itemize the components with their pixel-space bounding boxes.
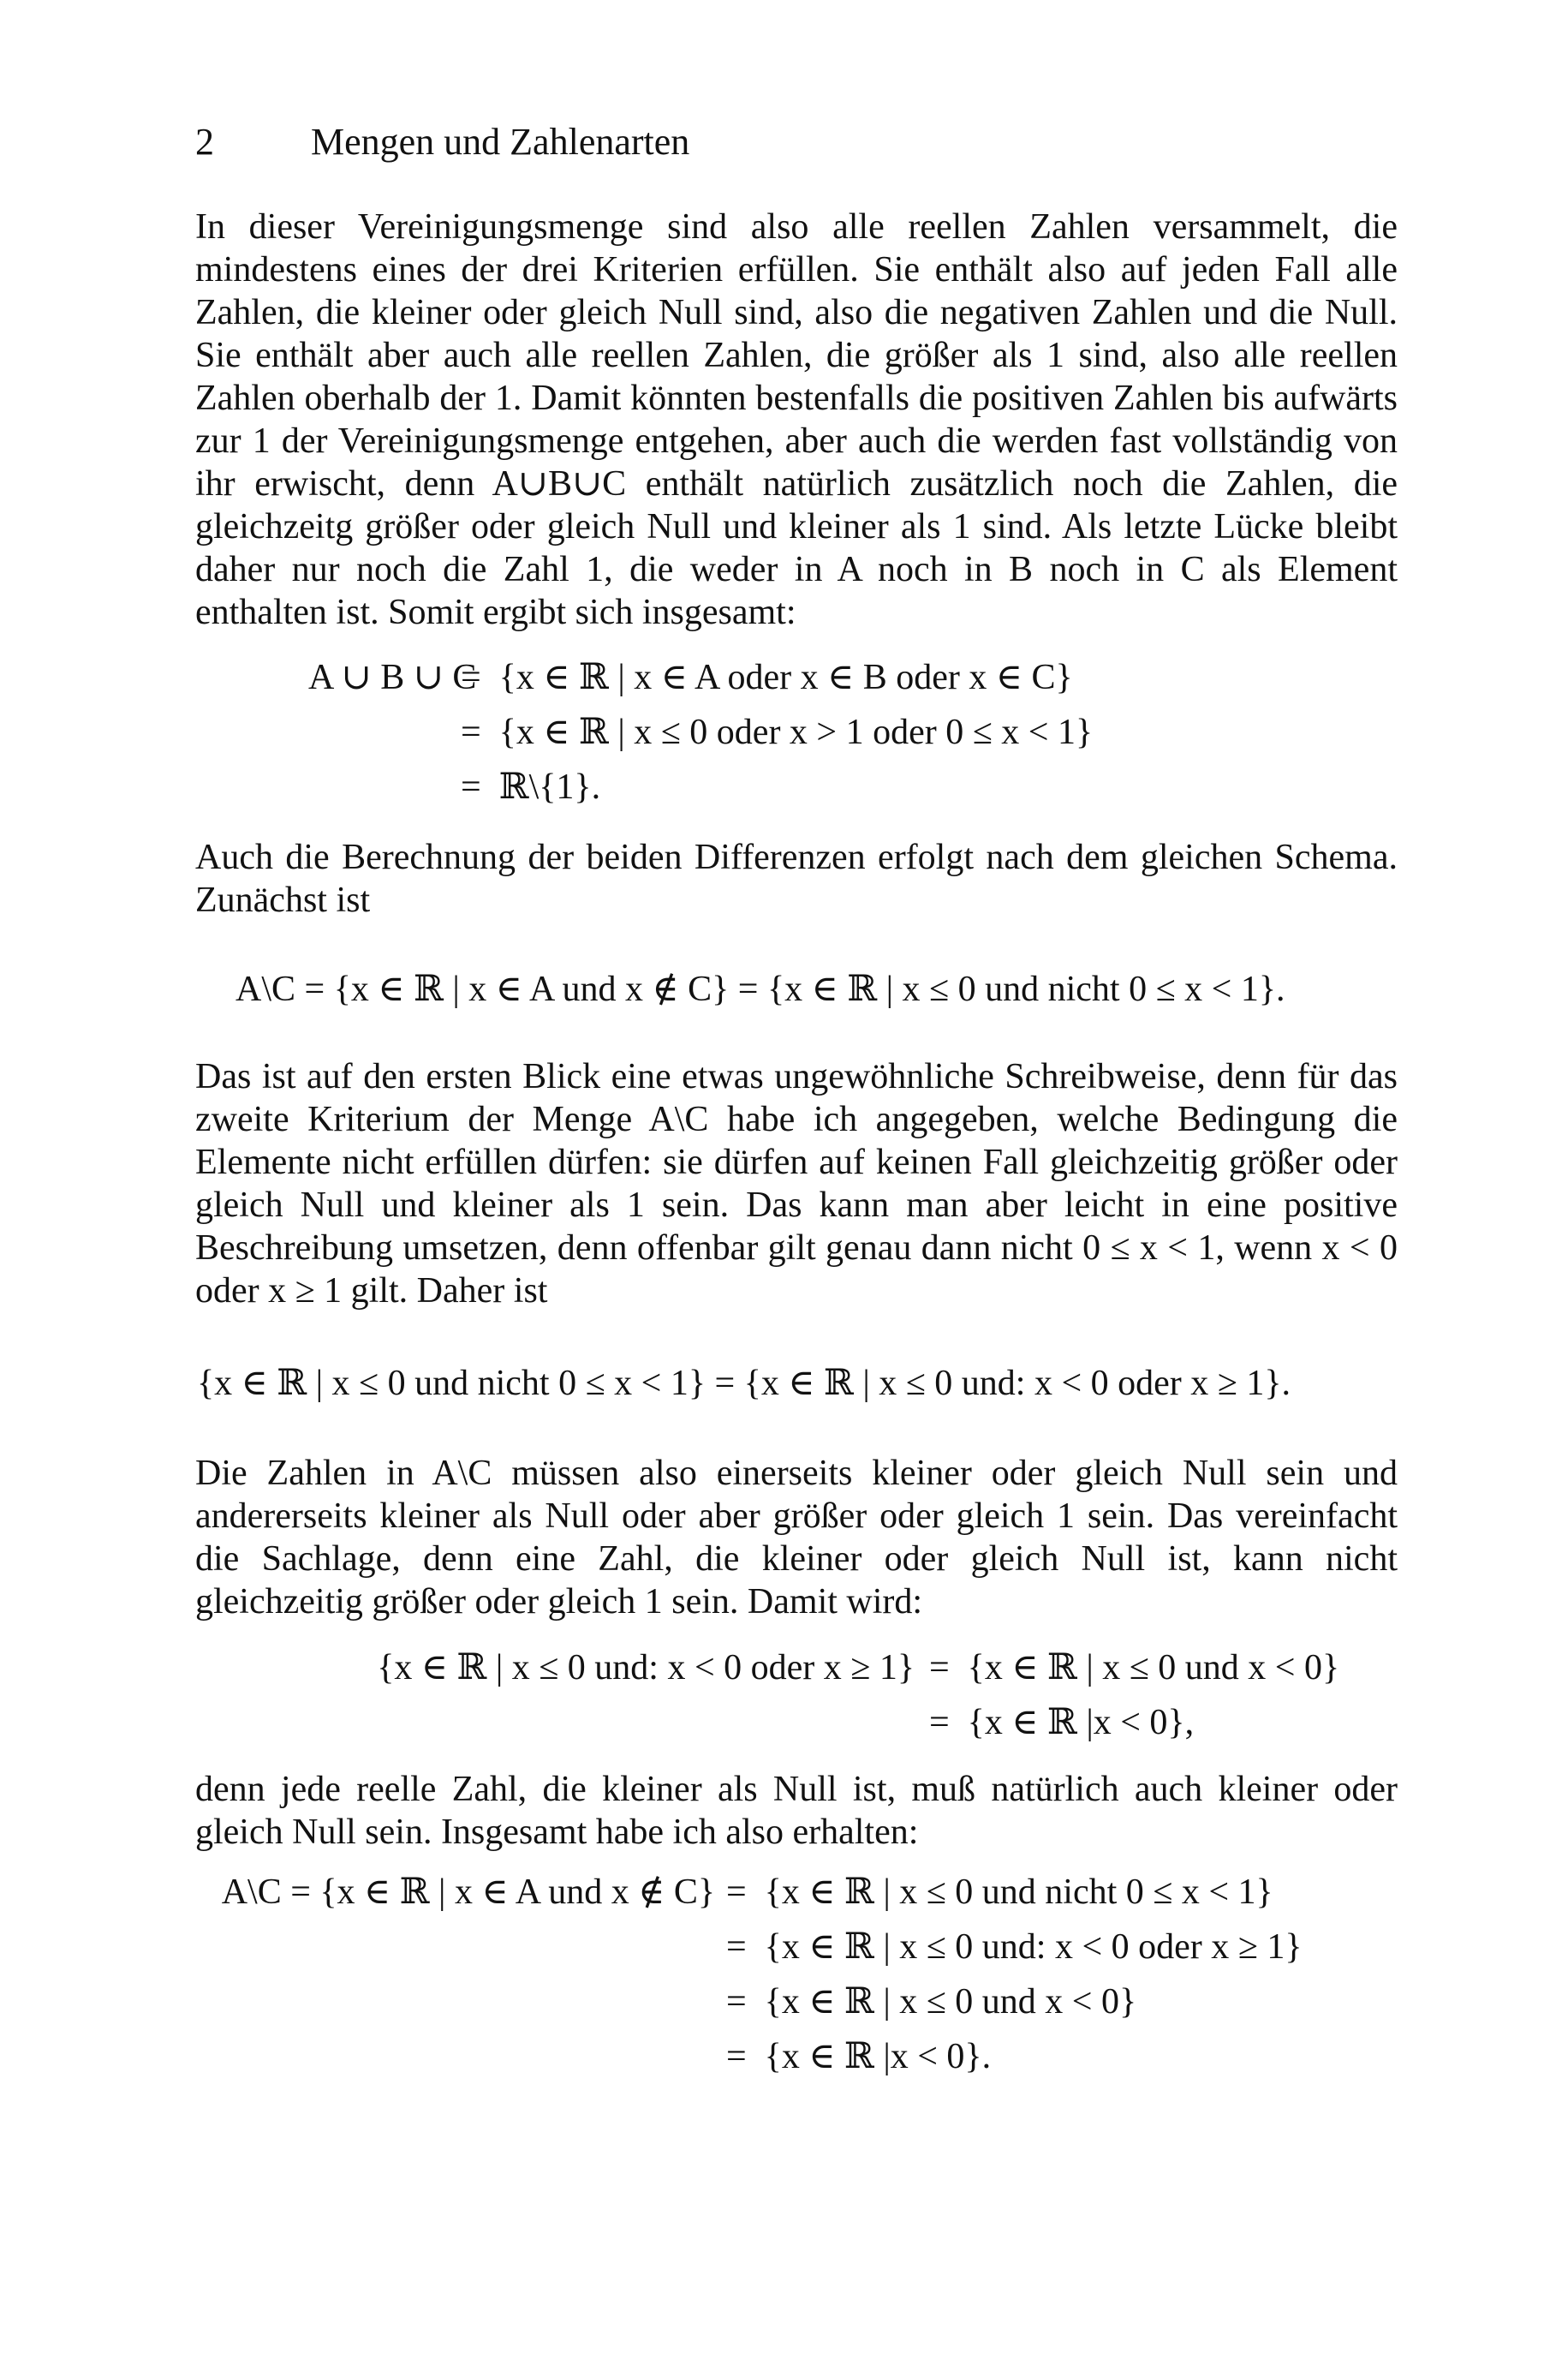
paragraph-conclusion: denn jede reelle Zahl, die kleiner als Null ist, muß natürlich auch kleiner oder gleich Null sein. Insgesamt habe ich also erhalten: [195,1770,1398,1852]
equation-union-line-1: = {x ∈ ℝ | x ∈ A oder x ∈ B oder x ∈ C} [461,658,1073,697]
paragraph-simplification: Die Zahlen in A\C müssen also einerseits kleiner oder gleich Null sein und andererseits kleiner als Null oder aber größer oder gleich 1 sein. Das vereinfacht die Sachlage, denn eine Zahl, die kleiner oder gleich Null ist, kann nicht gleichzeitig größer oder gleich 1 sein. Damit wird: [195,1454,1398,1621]
equation-difference-rewrite: {x ∈ ℝ | x ≤ 0 und nicht 0 ≤ x < 1} = {x ∈ ℝ | x ≤ 0 und: x < 0 oder x ≥ 1}. [197,1364,1291,1403]
equation-union-line-3: = ℝ\{1}. [461,767,601,807]
equation-difference-definition: A\C = {x ∈ ℝ | x ∈ A und x ∉ C} = {x ∈ ℝ | x ≤ 0 und nicht 0 ≤ x < 1}. [235,970,1285,1009]
equation-final-line-3: = {x ∈ ℝ | x ≤ 0 und x < 0} [726,1982,1137,2022]
equation-union-lhs: A ∪ B ∪ C [308,658,477,697]
equation-final-line-4: = {x ∈ ℝ |x < 0}. [726,2037,992,2076]
equation-final-line-2: = {x ∈ ℝ | x ≤ 0 und: x < 0 oder x ≥ 1} [726,1927,1303,1967]
paragraph-union-explanation: In dieser Vereinigungsmenge sind also alle reellen Zahlen versammelt, die mindestens eines der drei Kriterien erfüllen. Sie enthält also auf jeden Fall alle Zahlen, die kleiner oder gleich Null sind, also die negativen Zahlen und die Null. Sie enthält aber auch alle reellen Zahlen, die größer als 1 sind, also alle reellen Zahlen oberhalb der 1. Damit könnten bestenfalls die positiven Zahlen bis aufwärts zur 1 der Vereinigungsmenge entgehen, aber auch die werden fast vollständig von ihr erwischt, denn A∪B∪C enthält natürlich zusätzlich noch die Zahlen, die gleichzeitg größer oder gleich Null und kleiner als 1 sind. Als letzte Lücke bleibt daher nur noch die Zahl 1, die weder in A noch in B noch in C als Element enthalten ist. Somit ergibt sich insgesamt: [195,207,1398,632]
equation-final-lhs: A\C = {x ∈ ℝ | x ∈ A und x ∉ C} [221,1872,715,1912]
equation-simplify-line-2: = {x ∈ ℝ |x < 0}, [929,1703,1195,1742]
equation-simplify-lhs: {x ∈ ℝ | x ≤ 0 und: x < 0 oder x ≥ 1} [377,1648,915,1687]
paragraph-difference-intro: Auch die Berechnung der beiden Differenzen erfolgt nach dem gleichen Schema. Zunächst ist [195,838,1398,920]
equation-union-line-2: = {x ∈ ℝ | x ≤ 0 oder x > 1 oder 0 ≤ x < 1} [461,713,1094,752]
running-header [195,120,689,164]
equation-final-line-1: = {x ∈ ℝ | x ≤ 0 und nicht 0 ≤ x < 1} [726,1872,1273,1912]
page-number: 2 [195,121,214,163]
equation-simplify-line-1: = {x ∈ ℝ | x ≤ 0 und x < 0} [929,1648,1340,1687]
running-title: Mengen und Zahlenarten [311,121,690,163]
paragraph-difference-explanation: Das ist auf den ersten Blick eine etwas ungewöhnliche Schreibweise, denn für das zweite Kriterium der Menge A\C habe ich angegeben, welche Bedingung die Elemente nicht erfüllen dürfen: sie dürfen auf keinen Fall gleichzeitig größer oder gleich Null und kleiner als 1 sein. Das kann man aber leicht in eine positive Beschreibung umsetzen, denn offenbar gilt genau dann nicht 0 ≤ x < 1, wenn x < 0 oder x ≥ 1 gilt. Daher ist [195,1057,1398,1311]
